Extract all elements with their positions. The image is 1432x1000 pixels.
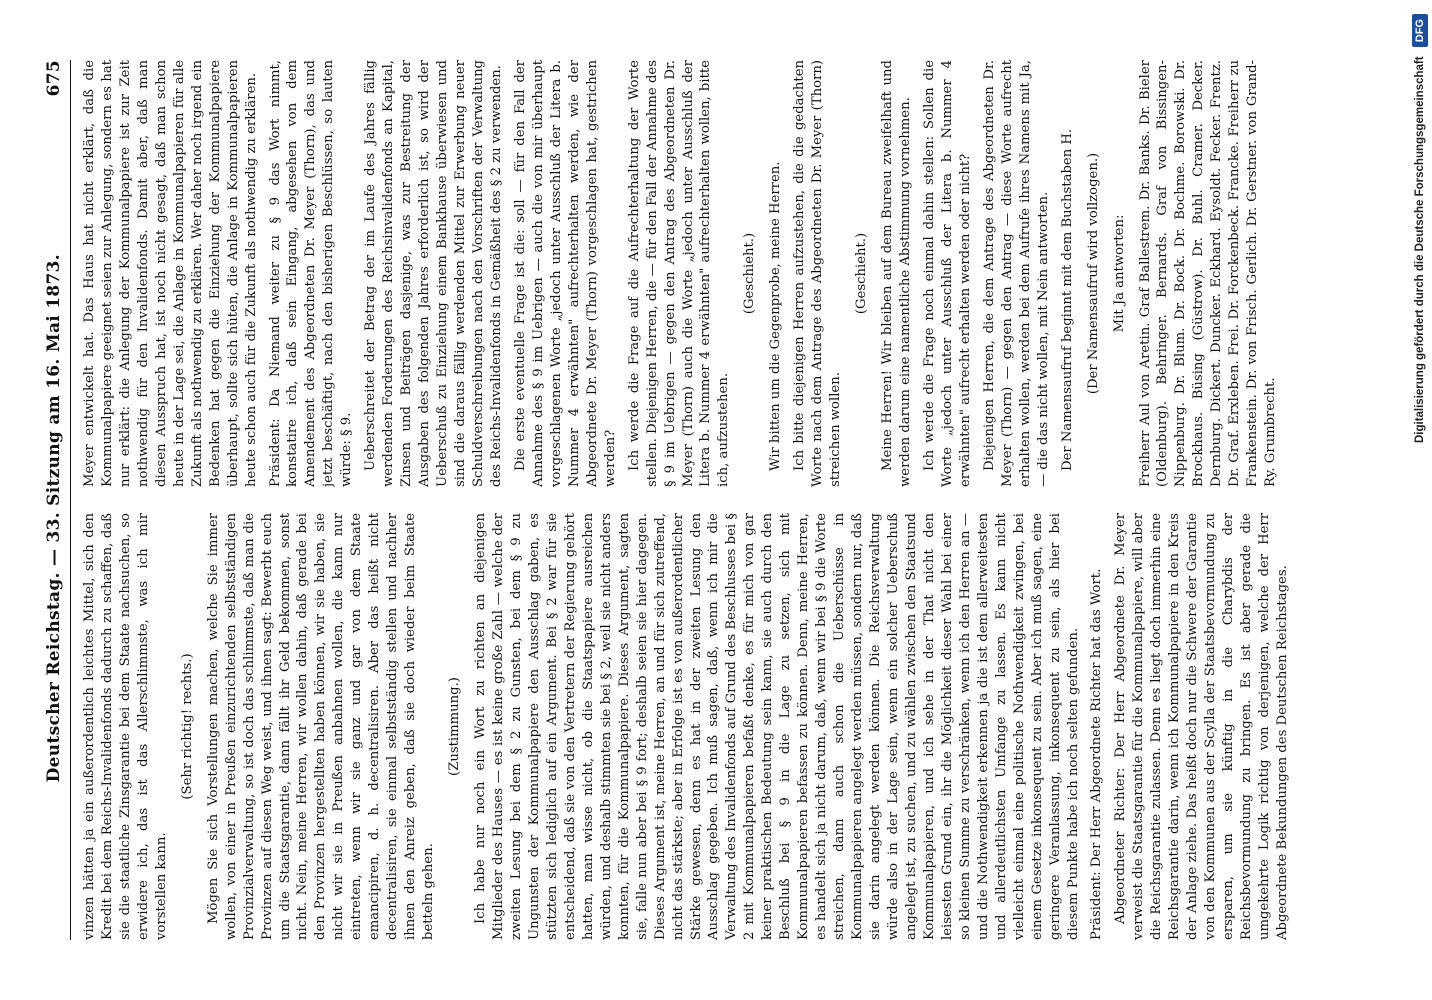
digitization-note-text: Digitalisierung gefördert durch die Deutsche Forschungsgemeinschaft (1414, 56, 1426, 444)
text-columns (81, 60, 1351, 940)
paragraph: (Geschieht.) (742, 232, 758, 315)
paragraph: Mit Ja antworten: (1111, 214, 1127, 333)
paragraph: Der Namensaufruf beginnt mit dem Buchstaben H. (1059, 128, 1075, 471)
page-header (44, 60, 71, 940)
dfg-logo: DFG (1412, 14, 1428, 47)
paragraph: Ich bitte diejenigen Herren aufzustehen, die die gedachten Worte nach dem Antrage des Abgeordneten Dr. Meyer (Thorn) streichen wollen. (792, 60, 844, 487)
scanned-page (26, 20, 1406, 980)
paragraph: Meine Herren! Wir bleiben auf dem Bureau zweifelhaft und werden darum eine namentliche Abstimmung vornehmen. (880, 60, 914, 487)
running-head: Deutscher Reichstag. — 33. Sitzung am 16. Mai 1873. (44, 254, 64, 783)
paragraph: Die erste eventuelle Frage ist die: soll — für den Fall der Annahme des § 9 im Uebrigen — auch die von mir überhaupt vorgeschlagenen Worte „jedoch unter Ausschluß der Litera b. Nummer 4 erwähnten" aufrechterhalten werden, wie der Abgeordnete Dr. Meyer (Thorn) vorgeschlagen hat, gestrichen werden? (512, 60, 618, 487)
paragraph: Präsident: Da Niemand weiter zu § 9 das Wort nimmt, konstatire ich, daß sein Eingang, abgesehen von dem Amendement des Abgeordneten Dr. Meyer (Thorn), das und jetzt beschäftigt, nach den bisherigen Beschlüssen, so lauten würde: § 9. (267, 60, 355, 487)
paragraph: vinzen hätten ja ein außerordentlich leichtes Mittel, sich den Kredit bei dem Reichs-Invalidenfonds dadurch zu schaffen, daß sie die staatliche Zinsgarantie bei dem Staate nachsuchen, so erwidere ich, das ist das Allerschlimmste, was ich mir vorstellen kann. (82, 513, 169, 940)
paragraph: Wir bitten um die Gegenprobe, meine Herren. (768, 161, 784, 471)
text-column-left (81, 513, 1351, 940)
paragraph: (Zustimmung.) (447, 677, 463, 776)
paragraph: (Sehr richtig! rechts.) (179, 653, 195, 800)
paragraph: Ich werde die Frage auf die Aufrechterhaltung der Worte stellen. Diejenigen Herren, die — für den Fall der Annahme des § 9 im Uebrigen — gegen den Antrag des Abgeordneten Dr. Meyer (Thorn) auch die Worte „jedoch unter Ausschluß der Litera b. Nummer 4 erwähnten" aufrechterhalten wollen, bitte ich, aufzustehen. (626, 60, 732, 487)
paragraph: Ich habe nur noch ein Wort zu richten an diejenigen Mitglieder des Hauses — es ist keine große Zahl — welche der zweiten Lesung bei dem § 2 zu Gunsten, bei dem § 9 zu Ungunsten der Kommunalpapiere den Ausschlag gaben, es stützten sich lediglich auf ein Argument. Bei § 2 war für sie entscheidend, daß sie von den Vertretern der Regierung gehört hatten, man wisse nicht, ob die Staatspapiere ausreichen würden, und deshalb stimmten sie bei § 2, weil sie nicht anders konnten, für die Kommunalpapiere. Dieses Argument, sagten sie, falle nun aber bei § 9 fort; deshalb seien sie hier dagegen. Dieses Argument ist, meine Herren, an und für sich zutreffend, nicht das stärkste; aber in Erfolge ist es von außerordentlicher Stärke gewesen, denn es hat in der zweiten Lesung den Ausschlag gegeben. Ich muß sagen, daß, wenn ich mir die Verwaltung des Invalidenfonds auf Grund des Beschlusses bei § 2 mit Kommunalpapieren befaßt denke, es für mich von gar keiner praktischen Bedeutung sein kann, sie auch durch den Beschluß bei § 9 in die Lage zu setzen, sich mit Kommunalpapieren befassen zu können. Denn, meine Herren, es handelt sich ja nicht darum, daß, wenn wir bei § 9 die Worte streichen, dann auch schon die Ueberschüsse in Kommunalpapieren angelegt werden müssen, sondern nur, daß sie darin angelegt werden können. Die Reichsverwaltung würde also in der Lage sein, wenn ein solcher Ueberschuß angelegt ist, zu suchen, und zu wählen zwischen den Staatsund Kommunalpapieren, und ich sehe in der That nicht den leisesten Grund ein, ihr die Möglichkeit dieser Wahl bei einer so kleinen Summe zu verschränken, wenn ich den Herren an — und die Nothwendigkeit erkennen ja die ist dem allerweitesten und allerdeutlichsten Umfange zu lassen. Es kann nicht vielleicht einmal eine politische Nothwendigkeit zwingen, bei einem Gesetze inkonsequent zu sein. Aber ich muß sagen, eine geringere Veranlassung, inkonsequent zu sein, als hier bei diesem Punkte habe ich noch selten gefunden. (473, 513, 1081, 940)
paragraph: Mögen Sie sich Vorstellungen machen, welche Sie immer wollen, von einer in Preußen einzurichtenden selbstständigen Provinzialverwaltung, so ist doch das schlimmste, daß man die Provinzen auf diesen Weg weist, und ihnen sagt: Bewerbt euch um die Staatsgarantie, dann fällt ihr Geld bekommen, sonst nicht. Nein, meine Herren, wir wollen dahin, daß gerade bei den Provinzen hergestellten haben können, wir sie haben, sie nicht wir sie in Preußen anbahnen wollen, die kann nur eintreten, wenn wir sie ganz und gar von dem Staate emancipiren, d. h. decentralisiren. Aber das heißt nicht decentralisiren, sie einmal selbstständig stellen und nachher ihnen den Anreiz geben, daß sie doch wieder beim Staate betteln gehen. (205, 513, 437, 940)
paragraph: (Geschieht.) (854, 232, 870, 315)
paragraph: Meyer entwickelt hat. Das Haus hat nicht erklärt, daß die Kommunalpapiere geeignet seien zur Anlegung, sondern es hat nur erklärt: die Anlegung der Kommunalpapiere ist zur Zeit nothwendig für den Invalidenfonds. Damit aber, daß man diesen Ausspruch hat, ist noch nicht gesagt, daß man schon heute in der Lage sei, die Anlage in Kommunalpapieren für alle Zukunft als nothwendig zu erklären. Wer daher noch irgend ein Bedenken hat gegen die Einziehung der Kommunalpapiere überhaupt, sollte sich hüten, die Anlage in Kommunalpapieren heute schon auch für die Zukunft als nothwendig zu erklären. (82, 60, 259, 487)
paragraph: Freiherr Aul von Aretin. Graf Ballestrem. Dr. Banks. Dr. Bieler (Oldenburg). Behringer. Bernards. Graf von Bissingen-Nippenburg. Dr. Blum. Dr. Bock. Dr. Bochme. Borowski. Dr. Brockhaus. Büsing (Güstrow). Dr. Buhl. Cramer. Decker. Dernburg. Dickert. Duncker. Eckhard. Eysoldt. Fecker. Frentz. Dr. Graf. Erxleben. Frei. Dr. Forckenbeck. Francke. Freiherr zu Frankenstein. Dr. von Frisch. Gerlich. Dr. Gerstner. von Grand-Ry. Grumbrecht. (1137, 60, 1279, 487)
paragraph: Abgeordneter Richter: Der Herr Abgeordnete Dr. Meyer verweist die Staatsgarantie für die Kommunalpapiere, will aber die Reichsgarantie zulassen. Denn es liegt doch immerhin eine Reichsgarantie darin, wenn ich Kommunalpapiere in den Kreis der Anlage ziehe. Das heißt doch nur die Schwere der Garantie von den Kommunen aus der Scylla der Staatsbevormundung zu ersparen, um sie künftig in die Charybdis der Reichsbevormundung zu bringen. Es ist aber gerade die umgekehrte Logik richtig von derjenigen, welche der Herr Abgeordnete Bekundungen des Deutschen Reichstages. (1113, 513, 1290, 940)
digitization-margin (1409, 8, 1431, 998)
page-number: 675 (44, 60, 64, 97)
digitization-note (1409, 8, 1431, 998)
text-column-right (81, 60, 1351, 487)
paragraph: (Der Namensaufruf wird vollzogen.) (1085, 152, 1101, 395)
paragraph: Ueberschreitet der Betrag der im Laufe des Jahres fällig werdenden Forderungen des Reichsinvalidenfonds an Kapital, Zinsen und Beiträgen dasjenige, was zur Bestreitung der Ausgaben des folgenden Jahres erforderlich ist, so wird der Ueberschuß zu Einziehung einem Bankhause überwiesen und sind die daraus fällig werdenden Mittel zur Erwerbung neuer Schuldverschreibungen nach den Vorschriften der Verwaltung des Reichs-Invalidenfonds in Gemäßheit des § 2 zu verwenden. (363, 60, 504, 487)
paragraph: Diejenigen Herren, die dem Antrage des Abgeordneten Dr. Meyer (Thorn) — gegen den Antrag — diese Worte aufrecht erhalten wollen, werden bei dem Aufrufe ihres Namens mit Ja, — die das nicht wollen, mit Nein antworten. (981, 60, 1051, 487)
paragraph: Ich werde die Frage noch einmal dahin stellen: Sollen die Worte „jedoch unter Ausschluß der Litera b. Nummer 4 erwähnten" aufrecht erhalten werden oder nicht? (921, 60, 973, 487)
paragraph: Präsident: Der Herr Abgeordnete Richter hat das Wort. (1089, 568, 1105, 940)
